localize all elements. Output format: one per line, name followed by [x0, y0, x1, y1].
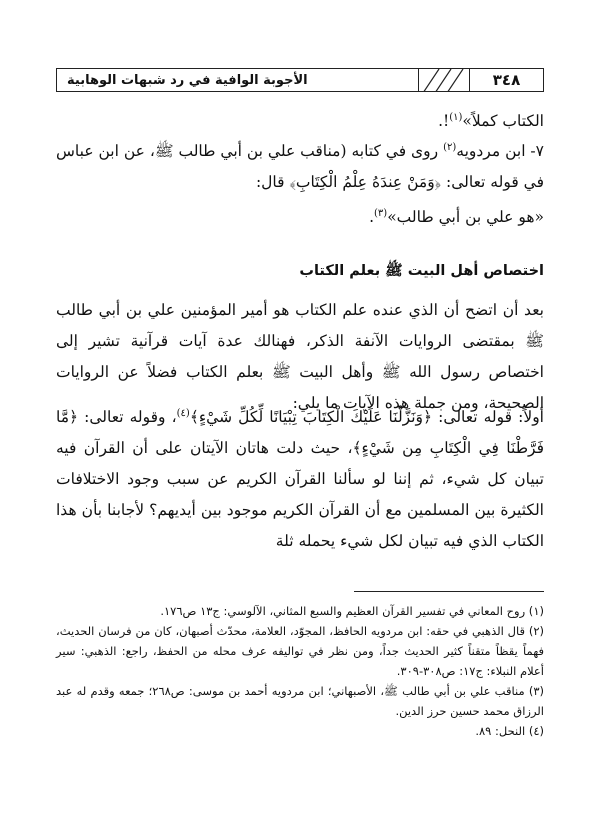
narration-quote: «هو علي بن أبي طالب»: [387, 208, 544, 227]
page-header: [56, 68, 544, 92]
footnote-divider: [354, 591, 544, 592]
line1-text: الكتاب كملاً»: [462, 112, 544, 131]
quote-end: .: [369, 208, 374, 227]
footnote-4: (٤) النحل: ٨٩.: [475, 724, 544, 738]
footnote-3: (٣) مناقب علي بن أبي طالب ﷺ، الأصبهاني؛ ابن مردويه أحمد بن موسى: ص٢٦٨؛ جمعه وقدم له عبد الرزاق محمد حسين حرز الدين.: [56, 684, 544, 718]
footnotes: [56, 601, 544, 741]
book-title: الأجوبة الوافية في رد شبهات الوهابية: [67, 72, 308, 88]
footnote-ref-1: (١): [449, 112, 463, 123]
footnote-ref-3: (٣): [374, 208, 388, 220]
page-number: ٣٤٨: [469, 69, 543, 91]
footnote-1: (١) روح المعاني في تفسير القرآن العظيم والسبع المثاني، الآلوسي: ج١٣ ص١٧٦.: [160, 604, 544, 618]
narration-7-start: ٧- ابن مردويه: [456, 142, 544, 161]
narration-7-rest: روى في كتابه (مناقب علي بن أبي طالب ﷺ، عن ابن عباس في قوله تعالى: ﴿وَمَنْ عِندَهُ عِلْمُ الْكِتَابِ﴾ قال:: [56, 142, 544, 192]
main-paragraph: بعد أن اتضح أن الذي عنده علم الكتاب هو أمير المؤمنين علي بن أبي طالب ﷺ بمقتضى الروايات الآنفة الذكر، فهنالك عدة آيات قرآنية تشير إلى اختصاص رسول الله ﷺ وأهل البيت ﷺ بعلم الكتاب فضلاً عن الروايات الصحيحة، ومن جملة هذه الآيات ما يلي:: [56, 301, 544, 412]
header-slash-ornament: [418, 69, 469, 91]
section-heading: اختصاص أهل البيت ﷺ بعلم الكتاب: [299, 263, 544, 279]
footnote-2: (٢) قال الذهبي في حقه: ابن مردويه الحافظ، المجوّد، العلامة، محدّث أصبهان، كان من فرسان الحديث، فهماً يقظاً متقناً كثير الحديث جداً، ومن نظر في تواليفه عرف محله من الحفظ، راجع: الذهبي: سير أعلام النبلاء: ج١٧: ص٣٠٨-٣٠٩.: [56, 624, 544, 678]
first-point-b: ، وقوله تعالى: ﴿مَّا فَرَّطْنَا فِي الْكِتَابِ مِن شَيْءٍ﴾، حيث دلت هاتان الآيتان على أن القرآن فيه تبيان كل شيء، ثم إننا لو سألنا القرآن الكريم عن سبب وجود الاختلافات الكثيرة بين المسلمين مع أن القرآن الكريم موجود بين أيديهم؟ لأجابنا بأن هذا الكتاب الذي فيه تبيان لكل شيء يحمله ثلة: [56, 408, 544, 551]
slash-ornament-icon: [419, 69, 469, 91]
first-point-paragraph: [56, 398, 544, 557]
footnote-ref-2: (٢): [443, 142, 457, 153]
first-point-a: أولاً: قوله تعالى: ﴿وَنَزَّلْنَا عَلَيْكَ الْكِتَابَ تِبْيَانًا لِّكُلِّ شَيْءٍ﴾: [189, 408, 544, 427]
line1-end: !.: [438, 112, 450, 131]
narration-7: [56, 132, 544, 233]
footnote-ref-4: (٤): [176, 408, 190, 419]
